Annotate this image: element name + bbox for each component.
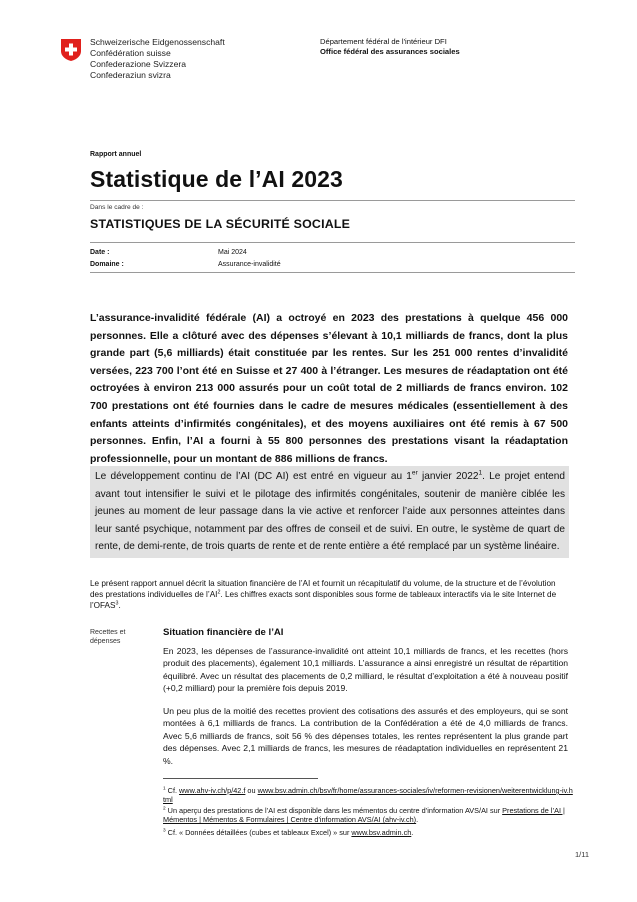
section-title: Situation financière de l’AI xyxy=(163,627,284,638)
footnote-divider xyxy=(163,778,318,779)
intro-text: Le présent rapport annuel décrit la situation financière de l’AI et fournit un récapitulatif du volume, de la structure et de l’évolution des prestations individuelles de l’AI xyxy=(90,579,556,599)
confederation-it: Confederazione Svizzera xyxy=(90,59,187,69)
footnote-number: 2 xyxy=(163,806,166,812)
footnote-link[interactable]: www.bsv.admin.ch xyxy=(351,828,412,837)
side-label-line: Recettes et xyxy=(90,629,126,636)
highlight-text: . Le projet entend avant tout intensifier le suivi et le pilotage des infirmités congénitales, soutenir de manière ciblée les jeunes au moment de leur passage dans la vie active et renforcer l’aide aux personnes atteintes dans leur santé psychique, notamment par des offres de conseil et de suivi. En outre, le système de quart de rente, de demi-rente, de trois quarts de rente et de rente entière a été remplacé par un système linéaire. xyxy=(95,471,565,553)
highlight-text: janvier 2022 xyxy=(417,471,479,482)
divider xyxy=(90,200,575,201)
highlight-box xyxy=(90,466,569,558)
body-paragraph: Un peu plus de la moitié des recettes provient des cotisations des assurés et des employeurs, qui se sont montées à 6,1 milliards de francs. La contribution de la Confédération a été de 4,0 milliards de francs. Avec 5,6 milliards de francs, soit 56 % des dépenses totales, les rentes représentent la plus grande part des dépenses. Avec 2,1 milliards de francs, les mesures de réadaptation individuelles en représentent 21 %. xyxy=(163,706,568,766)
document-type: Rapport annuel xyxy=(90,151,142,158)
series-title: STATISTIQUES DE LA SÉCURITÉ SOCIALE xyxy=(90,217,351,231)
footnote-text: Cf. « Données détaillées (cubes et tableaux Excel) » sur xyxy=(165,828,352,837)
series-intro: Dans le cadre de : xyxy=(90,204,144,211)
footnote-ref: 2 xyxy=(217,589,221,596)
footnote-ref: 1 xyxy=(478,469,483,477)
meta-value: Assurance-invalidité xyxy=(218,261,281,268)
footnote-2 xyxy=(163,806,573,825)
footnote-ref: 3 xyxy=(115,600,119,607)
intro-text: . xyxy=(118,601,121,610)
footnote-number: 3 xyxy=(163,828,166,834)
footnote-link[interactable]: www.ahv-iv.ch/p/42.f xyxy=(179,786,246,795)
page-number: 1/11 xyxy=(574,850,589,859)
office-name: Office fédéral des assurances sociales xyxy=(320,47,460,56)
side-label xyxy=(90,628,125,646)
meta-value: Mai 2024 xyxy=(218,249,247,256)
confederation-rm: Confederaziun svizra xyxy=(90,70,171,80)
lead-paragraph: L’assurance-invalidité fédérale (AI) a octroyé en 2023 des prestations à quelque 456 000 personnes. Elle a clôturé avec des dépenses s’élevant à 10,1 milliards de francs, dont la plus grande part (5,6 milliards) était constituée par les rentes. Sur les 251 000 rentes d’invalidité versées, 223 700 l’ont été en Suisse et 27 400 à l’étranger. Les mesures de réadaptation ont été octroyées à environ 213 000 assurés pour un coût total de 2 milliards de francs environ. 102 700 prestations ont été fournies dans le cadre de mesures médicales (essentiellement à des enfants atteints d’infirmités congénitales), et des moyens auxiliaires ont été remis à 67 500 personnes. Enfin, l’AI a fourni à 55 800 personnes des prestations visant la réadaptation professionnelle, pour un montant de 886 millions de francs. xyxy=(90,312,568,465)
confederation-fr: Confédération suisse xyxy=(90,48,171,58)
confederation-names xyxy=(90,37,225,81)
footnote-text: . xyxy=(411,828,414,837)
intro-text: . Les chiffres exacts sont disponibles sous forme de tableaux interactifs via le site Internet de l’OFAS xyxy=(90,590,557,610)
footnote-1 xyxy=(163,786,573,805)
footnote-number: 1 xyxy=(163,786,166,792)
divider xyxy=(90,242,575,243)
intro-paragraph xyxy=(90,578,568,611)
footnote-text: ou xyxy=(245,786,258,795)
footnote-link[interactable]: Prestations de l’AI | Mémentos | Mémentos & Formulaires | Centre d'information AVS/AI (ahv-iv.ch) xyxy=(163,806,565,825)
footnote-text: Cf. xyxy=(165,786,180,795)
side-label-line: dépenses xyxy=(90,638,121,645)
swiss-flag-icon xyxy=(60,38,82,62)
highlight-text: Le développement continu de l’AI (DC AI) est entré en vigueur au 1 xyxy=(95,471,412,482)
footnote-link[interactable]: www.bsv.admin.ch/bsv/fr/home/assurances-sociales/iv/reformen-revisionen/weiterentwicklung-iv.html xyxy=(163,786,573,805)
divider xyxy=(90,272,575,273)
department-name: Département fédéral de l'intérieur DFI xyxy=(320,37,447,46)
confederation-de: Schweizerische Eidgenossenschaft xyxy=(90,37,225,47)
footnote-3 xyxy=(163,828,573,837)
body-paragraph: En 2023, les dépenses de l’assurance-invalidité ont atteint 10,1 milliards de francs, et les recettes (hors produit des placements), également 10,1 milliards. L’assurance a ainsi enregistré un résultat de répartition équilibré. Avec un résultat des placements de 0,2 milliard, le résultat d’exploitation a été à nouveau positif (+0,2 milliard) pour la première fois depuis 2019. xyxy=(163,646,568,694)
footnote-text: . xyxy=(416,815,419,825)
footnote-text: Un aperçu des prestations de l’AI est disponible dans les mémentos du centre d’information AVS/AI sur xyxy=(165,806,503,815)
document-title: Statistique de l’AI 2023 xyxy=(90,166,343,192)
superscript: er xyxy=(411,469,418,477)
meta-key: Date : xyxy=(90,249,110,256)
meta-key: Domaine : xyxy=(90,261,124,268)
department-block xyxy=(320,37,460,57)
